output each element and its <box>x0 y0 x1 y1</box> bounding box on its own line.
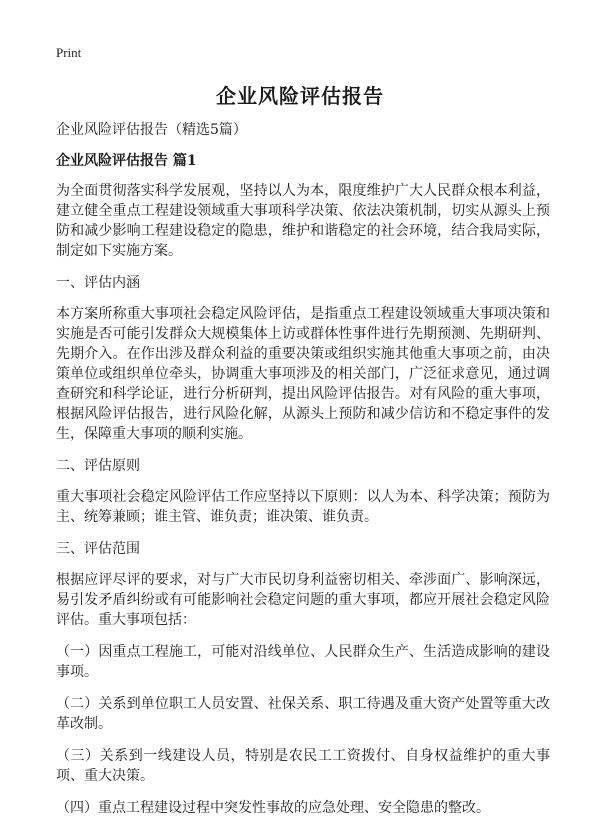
heading-evaluation-meaning: 一、评估内涵 <box>56 275 140 291</box>
section-heading: 企业风险评估报告 篇1 <box>56 153 197 169</box>
document-body <box>56 120 550 830</box>
scope-item-2: （二）关系到单位职工人员安置、社保关系、职工待遇及重大资产处置等重大改革改制。 <box>56 696 550 732</box>
scope-item-4: （四）重点工程建设过程中突发性事故的应急处理、安全隐患的整改。 <box>56 800 490 816</box>
document-subtitle: 企业风险评估报告（精选5篇） <box>56 122 247 138</box>
intro-paragraph: 为全面贯彻落实科学发展观，坚持以人为本，限度维护广大人民群众根本利益，建立健全重点工程建设领域重大事项科学决策、依法决策机制，切实从源头上预防和减少影响工程建设稳定的隐患，维护和谐稳定的社会环境，结合我局实际，制定如下实施方案。 <box>56 183 550 259</box>
print-label: Print <box>56 45 82 60</box>
scope-item-1: （一）因重点工程施工，可能对沿线单位、人民群众生产、生活造成影响的建设事项。 <box>56 644 550 680</box>
paragraph-evaluation-meaning: 本方案所称重大事项社会稳定风险评估，是指重点工程建设领域重大事项决策和实施是否可能引发群众大规模集体上访或群体性事件进行先期预测、先期研判、先期介入。在作出涉及群众利益的重要决策或组织实施其他重大事项之前，由决策单位或组织单位牵头，协调重大事项涉及的相关部门，广泛征求意见，通过调查研究和科学论证，进行分析研判，提出风险评估报告。对有风险的重大事项，根据风险评估报告，进行风险化解，从源头上预防和减少信访和不稳定事件的发生，保障重大事项的顺利实施。 <box>56 306 550 442</box>
scope-item-3: （三）关系到一线建设人员，特别是农民工工资拨付、自身权益维护的重大事项、重大决策。 <box>56 748 550 784</box>
heading-evaluation-principles: 二、评估原则 <box>56 458 140 474</box>
heading-evaluation-scope: 三、评估范围 <box>56 541 140 557</box>
document-title: 企业风险评估报告 <box>216 84 384 108</box>
paragraph-evaluation-scope: 根据应评尽评的要求，对与广大市民切身利益密切相关、牵涉面广、影响深远，易引发矛盾纠纷或有可能影响社会稳定问题的重大事项，都应开展社会稳定风险评估。重大事项包括： <box>56 572 550 628</box>
paragraph-evaluation-principles: 重大事项社会稳定风险评估工作应坚持以下原则：以人为本、科学决策；预防为主、统筹兼顾；谁主管、谁负责；谁决策、谁负责。 <box>56 489 550 525</box>
